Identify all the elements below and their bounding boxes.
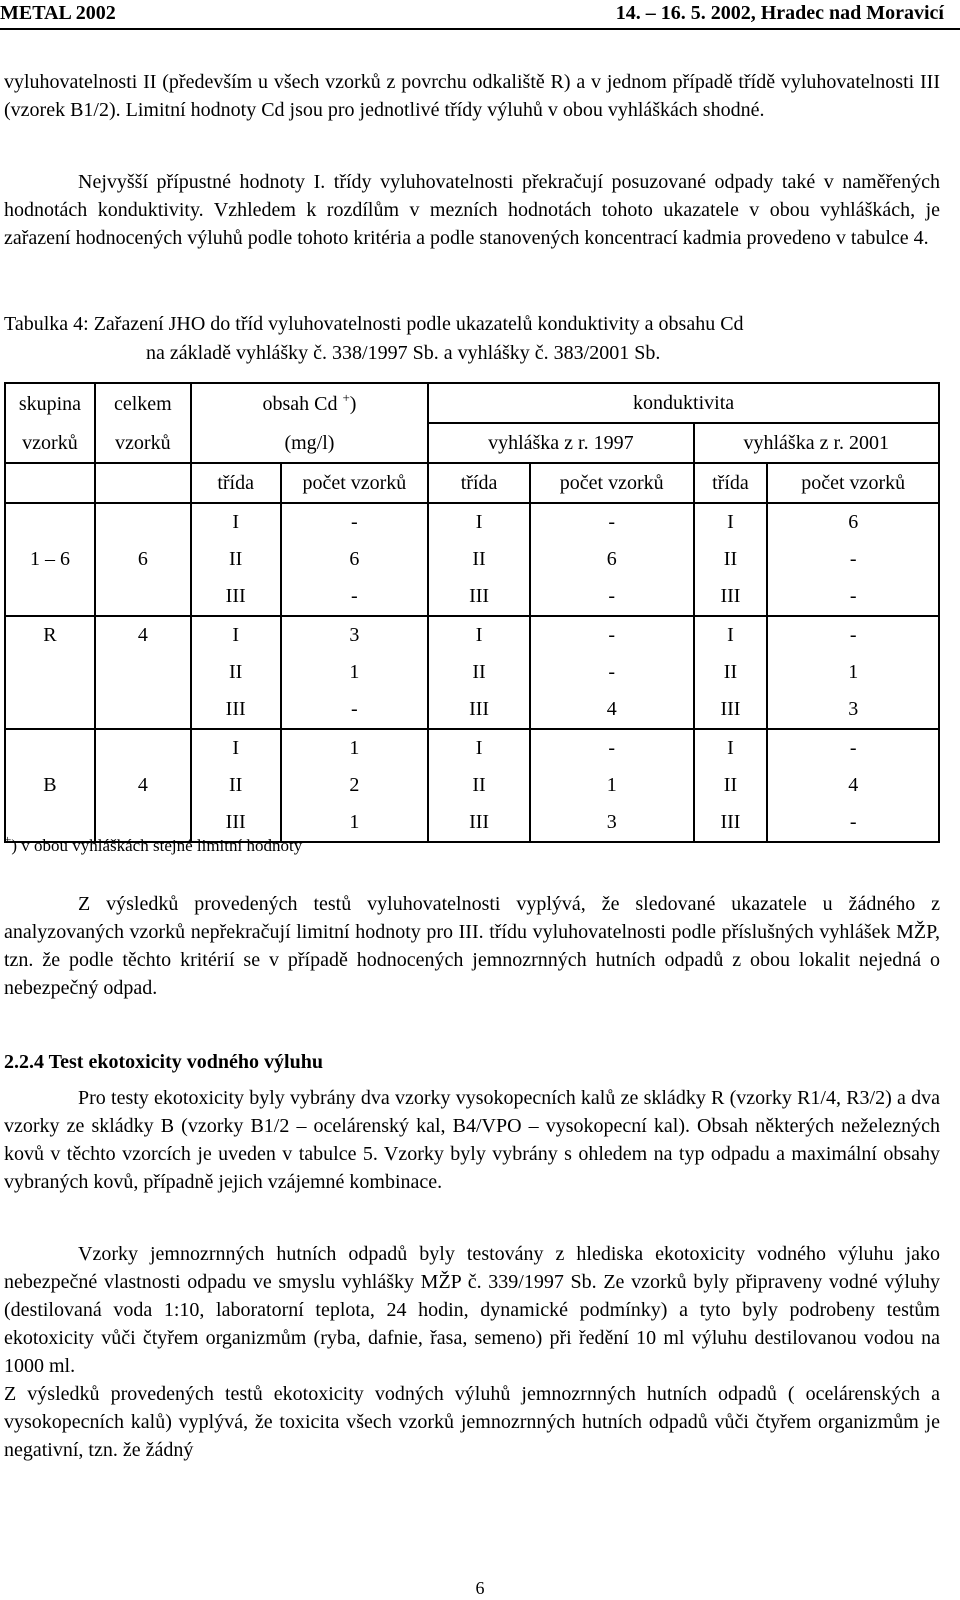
table-cell: II <box>428 767 530 804</box>
table-cell: - <box>767 729 939 767</box>
table-cell: - <box>281 691 429 729</box>
header-celkem: celkem <box>95 383 191 423</box>
page-header <box>0 0 960 36</box>
table-cell: I <box>694 616 768 654</box>
table-cell: 6 <box>530 541 694 578</box>
table-caption-line1: Tabulka 4: Zařazení JHO do tříd vyluhovatelnosti podle ukazatelů konduktivity a obsahu Cd <box>4 313 744 335</box>
table-cell: - <box>530 729 694 767</box>
table-cell: - <box>767 804 939 842</box>
table-cell: II <box>191 541 281 578</box>
table-cell: III <box>428 578 530 616</box>
header-trida: třída <box>191 463 281 503</box>
table-cell: 3 <box>281 616 429 654</box>
table-cell: I <box>428 503 530 541</box>
table-caption <box>4 310 940 368</box>
group-skupina: B <box>5 767 95 804</box>
table-cell: I <box>428 729 530 767</box>
table-cell: III <box>191 691 281 729</box>
table-cell: III <box>428 804 530 842</box>
table-cell: 6 <box>767 503 939 541</box>
header-vzorku-2: vzorků <box>95 423 191 463</box>
header-pocet: počet vzorků <box>767 463 939 503</box>
table-cell: I <box>428 616 530 654</box>
table-cell: III <box>428 691 530 729</box>
table-cell: III <box>191 804 281 842</box>
paragraph-continuation: vyluhovatelnosti II (především u všech vzorků z povrchu odkaliště R) a v jednom případě třídě vyluhovatelnosti III (vzorek B1/2). Limitní hodnoty Cd jsou pro jednotlivé třídy výluhů v obou vyhláškách shodné. <box>4 71 940 121</box>
table-caption-line2: na základě vyhlášky č. 338/1997 Sb. a vyhlášky č. 383/2001 Sb. <box>146 342 661 364</box>
table-cell: II <box>694 541 768 578</box>
conference-name: METAL 2002 <box>0 2 116 24</box>
paragraph-ecotox-method: Vzorky jemnozrnných hutních odpadů byly testovány z hlediska ekotoxicity vodného výluhu jako nebezpečné vlastnosti odpadu ve smyslu vyhlášky MŽP č. 339/1997 Sb. Ze vzorků byly připraveny vodné výluhy (destilovaná voda 1:10, laboratorní teplota, 24 hodin, dynamické podmínky) a tyto byly podrobeny testům ekotoxicity vůči čtyřem organizmům (ryba, dafnie, řasa, semeno) při ředění 10 ml výluhu destilovanou vodou na 1000 ml. <box>4 1243 940 1377</box>
group-celkem: 4 <box>95 616 191 654</box>
table-cell: - <box>767 616 939 654</box>
table-cell: III <box>694 804 768 842</box>
classification-table <box>4 382 940 843</box>
table-cell: 3 <box>767 691 939 729</box>
header-konduktivita: konduktivita <box>428 383 939 423</box>
group-celkem: 4 <box>95 767 191 804</box>
table-cell: II <box>694 654 768 691</box>
table-cell: 1 <box>767 654 939 691</box>
table-cell: III <box>191 578 281 616</box>
conference-date-place: 14. – 16. 5. 2002, Hradec nad Moravicí <box>615 2 944 24</box>
table-cell: II <box>191 654 281 691</box>
header-vyhlaska-1997: vyhláška z r. 1997 <box>428 423 693 463</box>
table-cell: 3 <box>530 804 694 842</box>
table-cell: - <box>281 503 429 541</box>
paragraph-ecotox-results: Z výsledků provedených testů ekotoxicity vodných výluhů jemnozrnných hutních odpadů ( ocelárenských a vysokopecních kalů) vyplývá, že toxicita všech vzorků jemnozrnných hutních odpadů vůči čtyřem organizmům je negativní, tzn. že žádný <box>4 1383 940 1461</box>
table-cell: II <box>191 767 281 804</box>
header-unit: (mg/l) <box>191 423 428 463</box>
table-cell: II <box>428 541 530 578</box>
header-vyhlaska-2001: vyhláška z r. 2001 <box>694 423 939 463</box>
table-cell: - <box>767 541 939 578</box>
table-cell: 1 <box>281 654 429 691</box>
header-pocet: počet vzorků <box>281 463 429 503</box>
table-cell: 1 <box>281 804 429 842</box>
table-cell: 1 <box>530 767 694 804</box>
table-cell: - <box>281 578 429 616</box>
table-cell: I <box>694 503 768 541</box>
header-vzorku-1: vzorků <box>5 423 95 463</box>
paragraph-conductivity: Nejvyšší přípustné hodnoty I. třídy vyluhovatelnosti překračují posuzované odpady také v naměřených hodnotách konduktivity. Vzhledem k rozdílům v mezních hodnotách tohoto ukazatele v obou vyhláškách, je zařazení hodnocených výluhů podle tohoto kritéria a podle stanovených koncentrací kadmia provedeno v tabulce 4. <box>4 171 940 249</box>
table-cell: - <box>530 616 694 654</box>
table-cell: 6 <box>281 541 429 578</box>
group-skupina: 1 – 6 <box>5 541 95 578</box>
table-cell: I <box>191 616 281 654</box>
header-trida: třída <box>428 463 530 503</box>
table-cell: I <box>191 503 281 541</box>
table-cell: - <box>530 503 694 541</box>
table-cell: - <box>530 654 694 691</box>
table-cell: II <box>428 654 530 691</box>
group-celkem: 6 <box>95 541 191 578</box>
paragraph-leachability-conclusion: Z výsledků provedených testů vyluhovatelnosti vyplývá, že sledované ukazatele u žádného z analyzovaných vzorků nepřekračují limitní hodnoty pro III. třídu vyluhovatelnosti podle příslušných vyhlášek MŽP, tzn. že podle těchto kritérií se v případě hodnocených jemnozrnných hutních odpadů z obou lokalit nejedná o nebezpečný odpad. <box>4 893 940 999</box>
table-cell: I <box>694 729 768 767</box>
table-cell: - <box>530 578 694 616</box>
table-cell: III <box>694 578 768 616</box>
table-footnote: +) v obou vyhláškách stejné limitní hodnoty <box>4 832 303 855</box>
paragraph-ecotox-samples: Pro testy ekotoxicity byly vybrány dva vzorky vysokopecních kalů ze skládky R (vzorky R1/4, R3/2) a dva vzorky ze skládky B (vzorky B1/2 – ocelárenský kal, B4/VPO – vysokopecní kal). Obsah některých neželezných kovů v těchto vzorcích je uveden v tabulce 5. Vzorky byly vybrány s ohledem na typ odpadu a maximální obsahy vybraných kovů, případně jejich vzájemné kombinace. <box>4 1087 940 1193</box>
table-cell: 4 <box>530 691 694 729</box>
table-cell: I <box>191 729 281 767</box>
header-skupina: skupina <box>5 383 95 423</box>
header-pocet: počet vzorků <box>530 463 694 503</box>
header-rule <box>0 28 960 30</box>
table-cell: - <box>767 578 939 616</box>
table-cell: 1 <box>281 729 429 767</box>
header-trida: třída <box>694 463 768 503</box>
table-cell: II <box>694 767 768 804</box>
table-cell: III <box>694 691 768 729</box>
header-obsah-cd: obsah Cd +) <box>191 383 428 423</box>
page-number: 6 <box>475 1578 485 1598</box>
group-skupina: R <box>5 616 95 654</box>
section-heading: 2.2.4 Test ekotoxicity vodného výluhu <box>4 1051 323 1073</box>
table-cell: 2 <box>281 767 429 804</box>
table-cell: 4 <box>767 767 939 804</box>
